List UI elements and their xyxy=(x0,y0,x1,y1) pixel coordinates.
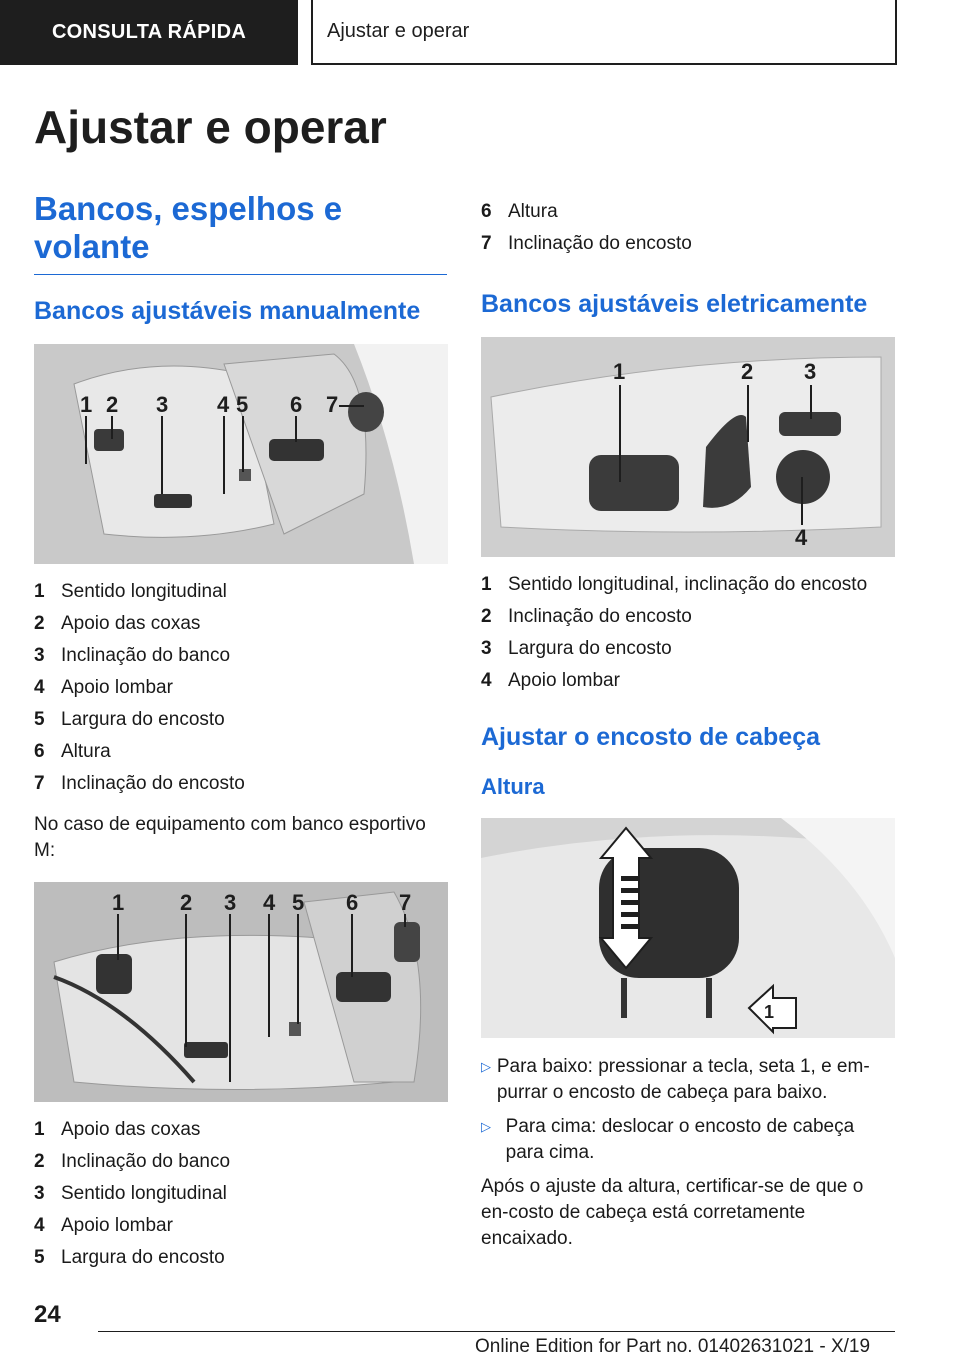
figure-headrest xyxy=(481,818,895,1038)
callout-4: 4 xyxy=(217,392,230,417)
callout-5: 5 xyxy=(236,392,249,417)
heading-electric-seats: Bancos ajustáveis eletricamente xyxy=(481,290,868,318)
callout-2: 2 xyxy=(106,392,119,417)
callout-7: 7 xyxy=(326,392,339,417)
callout-7: 7 xyxy=(399,890,412,915)
section-heading-seats: Bancos, espelhos e volante xyxy=(34,190,447,275)
list-item: ▷ Para baixo: pressionar a tecla, seta 1, e em-purrar o encosto de cabeça para baixo. xyxy=(481,1054,895,1106)
sport-seat-note: No caso de equipamento com banco esportivo M: xyxy=(34,814,426,861)
callout-6: 6 xyxy=(346,890,359,915)
sport-seat-legend xyxy=(34,1114,447,1274)
list-item: ▷ Para cima: deslocar o encosto de cabeça para cima. xyxy=(481,1114,895,1166)
page-title: Ajustar e operar xyxy=(34,101,387,153)
manual-seat-legend-continued xyxy=(481,196,895,260)
list-item: 5 Largura do encosto xyxy=(34,709,225,730)
header-section-label: Ajustar e operar xyxy=(327,20,470,42)
list-item: 4 Apoio lombar xyxy=(34,1215,173,1236)
right-column xyxy=(481,196,895,1252)
list-item: 2 Inclinação do encosto xyxy=(481,606,692,627)
callout-1: 1 xyxy=(112,890,125,915)
list-item: 6 Altura xyxy=(34,741,111,762)
left-column xyxy=(34,190,447,1274)
list-item: 6 Altura xyxy=(481,201,558,222)
electric-seat-legend xyxy=(481,569,895,697)
callout-6: 6 xyxy=(290,392,303,417)
manual-seat-legend xyxy=(34,576,447,800)
callout-1: 1 xyxy=(764,1002,775,1022)
list-item: 1 Sentido longitudinal, inclinação do encosto xyxy=(481,574,868,595)
footer-edition: Online Edition for Part no. 01402631021 - X/19 xyxy=(475,1336,871,1357)
list-item: 3 Inclinação do banco xyxy=(34,645,231,666)
heading-headrest: Ajustar o encosto de cabeça xyxy=(481,723,821,751)
triangle-bullet-icon: ▷ xyxy=(481,1059,491,1074)
list-item: 3 Sentido longitudinal xyxy=(34,1183,227,1204)
page-number: 24 xyxy=(34,1301,61,1328)
heading-height: Altura xyxy=(481,774,545,799)
headrest-note: Após o ajuste da altura, certificar-se de que o en-costo de cabeça está corretamente encaixado. xyxy=(481,1176,864,1249)
list-item: 7 Inclinação do encosto xyxy=(34,773,245,794)
callout-2: 2 xyxy=(741,359,754,384)
callout-4: 4 xyxy=(795,525,808,550)
header-tab: CONSULTA RÁPIDA xyxy=(0,0,298,65)
list-item: 3 Largura do encosto xyxy=(481,638,672,659)
callout-2: 2 xyxy=(180,890,193,915)
heading-manual-seats: Bancos ajustáveis manualmente xyxy=(34,297,421,325)
callout-5: 5 xyxy=(292,890,305,915)
list-item: 1 Apoio das coxas xyxy=(34,1119,201,1140)
figure-electric-seat xyxy=(481,337,895,557)
footer-divider xyxy=(98,1331,895,1332)
list-item: 4 Apoio lombar xyxy=(34,677,173,698)
triangle-bullet-icon: ▷ xyxy=(481,1119,491,1134)
list-item: 2 Apoio das coxas xyxy=(34,613,201,634)
callout-4: 4 xyxy=(263,890,276,915)
callout-1: 1 xyxy=(80,392,93,417)
callout-1: 1 xyxy=(613,359,626,384)
header-section-box xyxy=(311,0,897,65)
list-item: 7 Inclinação do encosto xyxy=(481,233,692,254)
list-item: 5 Largura do encosto xyxy=(34,1247,225,1268)
callout-3: 3 xyxy=(804,359,817,384)
list-item: 4 Apoio lombar xyxy=(481,670,620,691)
figure-manual-seat xyxy=(34,344,448,564)
headrest-instructions xyxy=(481,1054,895,1166)
figure-sport-seat xyxy=(34,882,448,1102)
list-item: 1 Sentido longitudinal xyxy=(34,581,227,602)
callout-3: 3 xyxy=(224,890,237,915)
list-item: 2 Inclinação do banco xyxy=(34,1151,231,1172)
callout-3: 3 xyxy=(156,392,169,417)
